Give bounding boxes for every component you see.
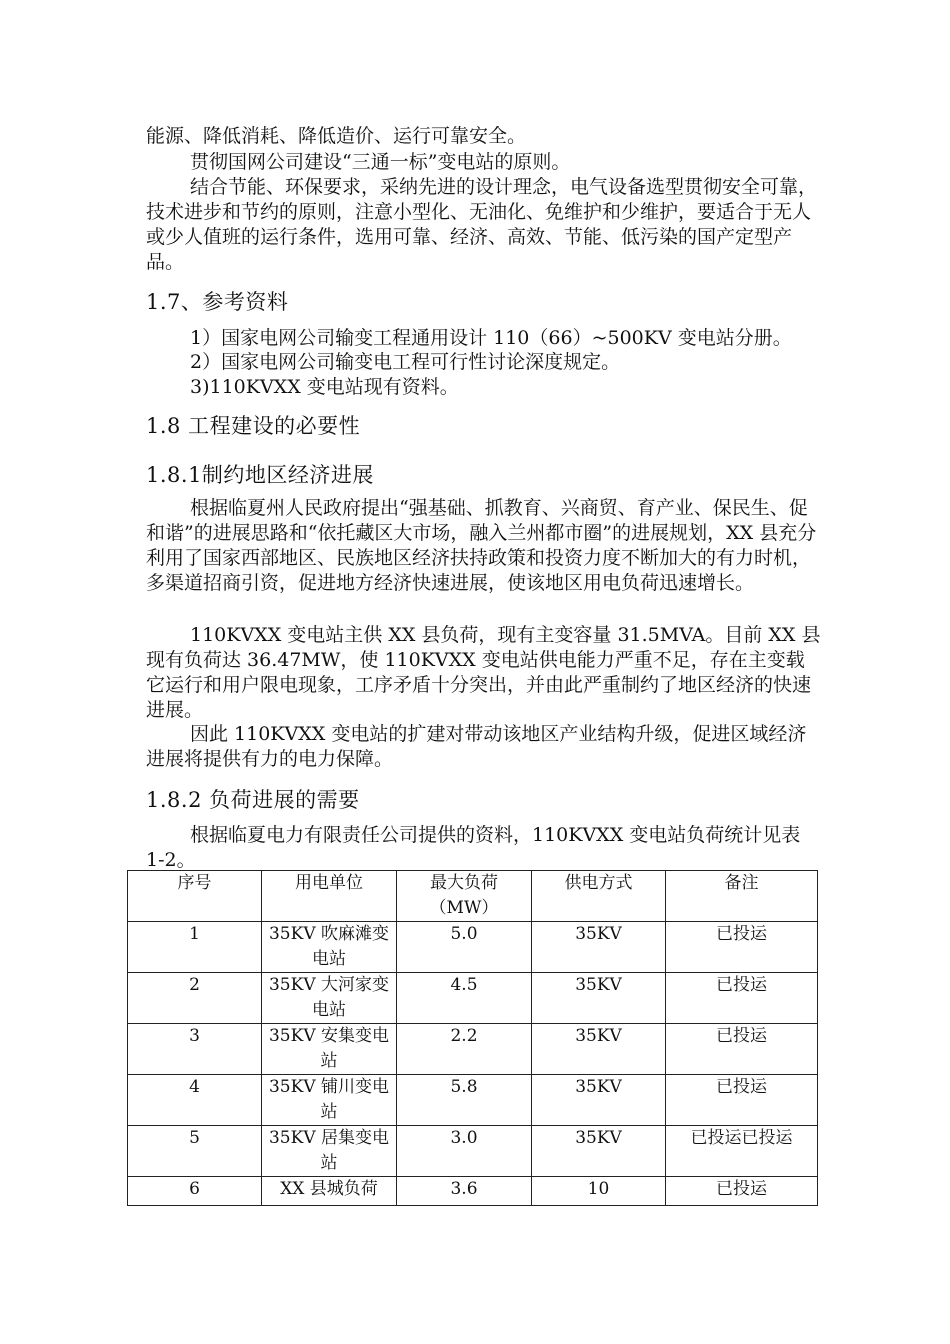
table-cell: 已投运: [666, 1075, 818, 1126]
table-cell: 35KV 铺川变电站: [262, 1075, 397, 1126]
paragraph-supply-shortage: 110KVXX 变电站主供 XX 县负荷，现有主变容量 31.5MVA。目前 XX 县现有负荷达 36.47MW，使 110KVXX 变电站供电能力严重不足，存在主变载它运行和用户限电现象，工序矛盾十分突出，并由此严重制约了地区经济的快速进展。: [146, 624, 821, 721]
paragraph-design: 结合节能、环保要求，采纳先进的设计理念，电气设备选型贯彻安全可靠，技术进步和节约的原则，注意小型化、无油化、免维护和少维护，要适合于无人或少人值班的运行条件，选用可靠、经济、高效、节能、低污染的国产定型产品。: [146, 176, 818, 273]
table-cell: 已投运: [666, 1177, 818, 1206]
table-cell: 35KV: [532, 922, 666, 973]
table-cell: 35KV: [532, 1126, 666, 1177]
table-cell: XX 县城负荷: [262, 1177, 397, 1206]
table-row: [128, 1177, 818, 1206]
table-cell: 5.8: [397, 1075, 532, 1126]
paragraph-development-plan: 根据临夏州人民政府提出“强基础、抓教育、兴商贸、育产业、保民生、促和谐”的进展思路和“依托藏区大市场，融入兰州都市圈”的进展规划，XX 县充分利用了国家西部地区、民族地区经济扶持政策和投资力度不断加大的有力时机，多渠道招商引资，促进地方经济快速进展，使该地区用电负荷迅速增长。: [146, 497, 817, 594]
section-heading-1-8: 1.8 工程建设的必要性: [146, 414, 361, 438]
table-cell: 3.0: [397, 1126, 532, 1177]
table-cell: 已投运: [666, 1024, 818, 1075]
table-row: [128, 1024, 818, 1075]
table-cell: 10: [532, 1177, 666, 1206]
load-statistics-table: [127, 870, 818, 1206]
table-row: [128, 1126, 818, 1177]
table-cell: 4: [128, 1075, 262, 1126]
paragraph-load-statistics: 根据临夏电力有限责任公司提供的资料，110KVXX 变电站负荷统计见表 1-2。: [146, 824, 801, 871]
table-header-cell: 备注: [666, 871, 818, 922]
table-cell: 已投运: [666, 973, 818, 1024]
table-cell: 6: [128, 1177, 262, 1206]
table-cell: 35KV 居集变电站: [262, 1126, 397, 1177]
table-cell: 4.5: [397, 973, 532, 1024]
table-cell: 已投运已投运: [666, 1126, 818, 1177]
table-cell: 35KV: [532, 1024, 666, 1075]
paragraph-conclusion: 因此 110KVXX 变电站的扩建对带动该地区产业结构升级，促进区域经济进展将提供有力的电力保障。: [146, 723, 807, 770]
table-cell: 2: [128, 973, 262, 1024]
reference-item-2: 2）国家电网公司输变电工程可行性讨论深度规定。: [190, 351, 621, 373]
table-cell: 1: [128, 922, 262, 973]
table-cell: 5.0: [397, 922, 532, 973]
reference-item-1: 1）国家电网公司输变工程通用设计 110（66）~500KV 变电站分册。: [190, 327, 792, 349]
table-cell: 35KV 大河家变电站: [262, 973, 397, 1024]
table-cell: 35KV 安集变电站: [262, 1024, 397, 1075]
table-header-cell: 序号: [128, 871, 262, 922]
table-header-cell: 用电单位: [262, 871, 397, 922]
table-cell: 已投运: [666, 922, 818, 973]
table-cell: 35KV: [532, 973, 666, 1024]
section-heading-1-8-1: 1.8.1制约地区经济进展: [146, 463, 374, 487]
table-cell: 5: [128, 1126, 262, 1177]
table-cell: 35KV: [532, 1075, 666, 1126]
section-heading-1-8-2: 1.8.2 负荷进展的需要: [146, 788, 360, 812]
table-cell: 2.2: [397, 1024, 532, 1075]
section-heading-1-7: 1.7、参考资料: [146, 290, 289, 314]
paragraph-continuation: 能源、降低消耗、降低造价、运行可靠安全。: [146, 125, 527, 147]
table-header-cell: 最大负荷（MW）: [397, 871, 532, 922]
reference-item-3: 3)110KVXX 变电站现有资料。: [190, 376, 459, 398]
table-cell: 3: [128, 1024, 262, 1075]
table-header-cell: 供电方式: [532, 871, 666, 922]
table-cell: 3.6: [397, 1177, 532, 1206]
table-cell: 35KV 吹麻滩变电站: [262, 922, 397, 973]
table-row: [128, 922, 818, 973]
table-row: [128, 973, 818, 1024]
table-header-row: [128, 871, 818, 922]
paragraph-principle: 贯彻国网公司建设“三通一标”变电站的原则。: [190, 151, 571, 173]
table-row: [128, 1075, 818, 1126]
